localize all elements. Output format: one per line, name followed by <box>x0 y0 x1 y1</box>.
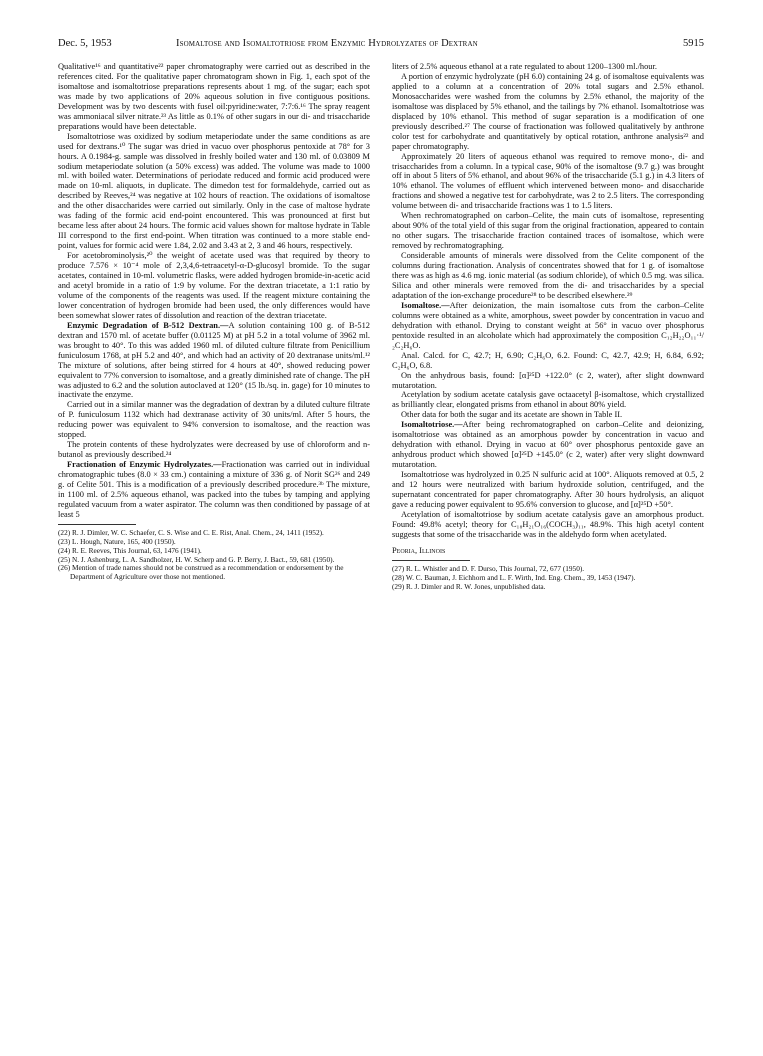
left-column <box>58 62 370 582</box>
paragraph-isomaltose: Isomaltose.—After deionization, the main isomaltose cuts from the carbon–Celite columns were obtained as a white, amorphous, sweet powder by concentration in vacuo and dehydration with ethanol. Drying to constant weight at 56° in vacuo over phosphorus pentoxide resulted in an alcoholate which had approximately the composition C₁₂H₂₂O₁₁·¹/₂C₂H₆O. <box>392 300 704 350</box>
footnote: (25) N. J. Ashenburg, L. A. Sandholzer, H. W. Scherp and G. P. Berry, J. Bact., 59, 681 (1950). <box>58 554 335 564</box>
paragraph: When rechromatographed on carbon–Celite, the main cuts of isomaltose, representing about 90% of the total yield of this sugar from the original fractionation, appeared to contain no other sugars. The trisaccharide fraction contained traces of isomaltose, which were removed by rechromatographing. <box>392 211 704 251</box>
footnote: (28) W. C. Bauman, J. Eichhorn and L. F. Wirth, Ind. Eng. Chem., 39, 1453 (1947). <box>392 572 636 582</box>
footnote: (23) L. Hough, Nature, 165, 400 (1950). <box>58 536 176 546</box>
footnote: (26) Mention of trade names should not be construed as a recommendation or endorsement by the Department of Agriculture over those not mentioned. <box>58 563 344 582</box>
section-run-in-heading: Fractionation of Enzymic Hydrolyzates.— <box>67 460 222 470</box>
paragraph: A portion of enzymic hydrolyzate (pH 6.0) containing 24 g. of isomaltose equivalents was applied to a column at a concentration of 20% total sugars and 2.5% ethanol. Monosaccharides were washed from the columns by 2.5% ethanol, the majority of the isomaltose was displaced by 5% ethanol, and the tailings by 7% ethanol. Isomaltotriose was displaced by 10% ethanol. This method of sugar separation is a modification of one previously described.²⁷ The course of fractionation was followed qualitatively by anthrone color test for carbohydrate and quantitatively by optical rotation, anthrone analysis²² and paper chromatography. <box>392 71 704 151</box>
paragraph-fractionation: Fractionation of Enzymic Hydrolyzates.—Fractionation was carried out in individual chromatographic tubes (8.0 × 33 cm.) containing a mixture of 336 g. of Norit SG²⁶ and 249 g. of Celite 501. This is a modification of a previously described procedure.³ᵇ The mixture, in 1100 ml. of 2.5% aqueous ethanol, was packed into the tubes by tamping and applying regulated vacuum from a water aspirator. The column was then conditioned by passage of at least 5 <box>58 460 370 519</box>
footnote: (29) R. J. Dimler and R. W. Jones, unpublished data. <box>392 581 546 591</box>
paragraph-anal: Anal. Calcd. for C, 42.7; H, 6.90; C₂H₆O, 6.2. Found: C, 42.7, 42.9; H, 6.84, 6.92; C₂H₆O, 6.8. <box>392 350 704 370</box>
paragraph: Approximately 20 liters of aqueous ethanol was required to remove mono-, di- and trisaccharides from a column. In a typical case, 90% of the isomaltose (9.7 g.) was brought off in about 5 liters of 5% ethanol, and about 96% of the trisaccharide (5.1 g.) in 4.3 liters of 10% ethanol. The volumes of effluent which intervened between mono- and disaccharide fractions and showed a negative test for carbohydrate, was 2 to 2.5 liters. The corresponding volume between di- and trisaccharide fractions was 1 to 1.5 liters. <box>392 151 704 211</box>
paragraph: Qualitative¹⁶ and quantitative²² paper chromatography were carried out as described in the references cited. For the qualitative paper chromatogram shown in Fig. 1, each spot of the isomaltose and isomaltotriose preparations represents about 1 mg. of the sugar; each spot was made by two applications of 20% aqueous solution in five contiguous positions. Development was by two descents with fusel oil:pyridine:water, 7:7:6.¹⁶ The spray reagent was ammoniacal silver nitrate.²³ As little as 0.1% of other sugars in our di- and trisaccharide preparations would have been detectable. <box>58 62 370 131</box>
paragraph: The protein contents of these hydrolyzates were decreased by use of chloroform and n-butanol as previously described.²⁴ <box>58 440 370 460</box>
paragraph-isomaltotriose: Isomaltotriose.—After being rechromatographed on carbon–Celite and deionizing, isomaltotriose was obtained as an amorphous powder by concentration in vacuo and dehydration with ethanol. Drying in vacuo at 60° over phosphorus pentoxide gave an anhydrous product which showed [α]²⁵D +145.0° (c 2, water) after very slight downward mutarotation. <box>392 420 704 470</box>
footnote: (27) R. L. Whistler and D. F. Durso, This Journal, 72, 677 (1950). <box>392 563 585 573</box>
paragraph-enzymic-degradation: Enzymic Degradation of B-512 Dextran.—A solution containing 100 g. of B-512 dextran and 1570 ml. of acetate buffer (0.01125 M) at pH 5.2 in a total volume of 3962 ml. was brought to 40°. To this was added 1960 ml. of diluted culture filtrate from Penicillium funiculosum 1768, at pH 5.2 and 40°, and which had an activity of 20 dextranase units/ml.¹² The mixture of solutions, after being stirred for 4 hours at 40°, showed reducing power equivalent to 77% conversion to isomaltose, and a greatly diminished rate of change. The pH was adjusted to 6.2 and the solution autoclaved at 120° (15 lb./sq. in. gage) for 10 minutes to inactivate the enzyme. <box>58 320 370 400</box>
footnote: (24) R. E. Reeves, This Journal, 63, 1476 (1941). <box>58 545 202 555</box>
paragraph: liters of 2.5% aqueous ethanol at a rate regulated to about 1200–1300 ml./hour. <box>392 62 657 71</box>
section-run-in-heading: Enzymic Degradation of B-512 Dextran.— <box>67 320 229 330</box>
footnotes-right <box>392 565 704 592</box>
footnote: (22) R. J. Dimler, W. C. Schaefer, C. S. Wise and C. E. Rist, Anal. Chem., 24, 1411 (1952). <box>58 527 324 537</box>
section-run-in-heading: Isomaltotriose.— <box>401 420 463 430</box>
running-header <box>58 38 704 52</box>
footnote-divider <box>392 560 470 561</box>
paragraph: For acetobrominolysis,²⁰ the weight of acetate used was that required by theory to produce 7.576 × 10⁻⁴ mole of 2,3,4,6-tetraacetyl-α-D-glucosyl bromide. To the sugar acetates, contained in 10-ml. volumetric flasks, were added hydrogen bromide-in-acetic acid and acetyl bromide in a ratio of 1:9 by volume. For the dextran triacetate, a 1:1 ratio by volume of the components of the reagents was used. If the reagent mixture containing the lower concentration of hydrogen bromide had been used, the only differences would have been somewhat slower rates of dissolution and reaction of the dextran triacetate. <box>58 251 370 320</box>
paragraph: Considerable amounts of minerals were dissolved from the Celite component of the columns during fractionation. Analysis of concentrates showed that for 1 g. of isomaltose there was as high as 4.6 mg. ionic material (as sodium chloride), of which 0.5 mg. was silica. Silica and other minerals were removed from the di- and trisaccharides by a special adaptation of the ion-exchange procedure²⁸ to be described elsewhere.²⁹ <box>392 251 704 300</box>
affiliation-place: Peoria, Illinois <box>392 545 446 555</box>
paragraph: Carried out in a similar manner was the degradation of dextran by a diluted culture filtrate of P. funiculosum 1132 which had dextranase activity of 30 units/ml. After 5 hours, the reducing power was equivalent to 94% conversion to isomaltose, and the reaction was stopped. <box>58 400 370 440</box>
paragraph: Isomaltotriose was hydrolyzed in 0.25 N sulfuric acid at 100°. Aliquots removed at 0.5, 2 and 12 hours were neutralized with barium hydroxide solution, centrifuged, and the supernatant concentrated for paper chromatography. After 30 hours hydrolysis, an aliquot gave a reducing power equivalent to 95.6% conversion to glucose, and [α]²⁵D +50°. <box>392 470 704 509</box>
footnote-divider <box>58 524 136 525</box>
header-title: Isomaltose and Isomaltotriose from Enzymic Hydrolyzates of Dextran <box>176 38 478 49</box>
header-date: Dec. 5, 1953 <box>58 38 112 49</box>
paragraph: On the anhydrous basis, found: [α]²⁵D +122.0° (c 2, water), after slight downward mutarotation. <box>392 370 704 390</box>
paragraph: Isomaltotriose was oxidized by sodium metaperiodate under the same conditions as are used for dextrans.¹⁰ The sugar was dried in vacuo over phosphorus pentoxide at 78° for 3 hours. A 0.1984-g. sample was dissolved in freshly boiled water and 130 ml. of 0.03809 M sodium metaperiodate solution (a 50% excess) was added. The volume was made to 1000 ml. with boiled water. Determinations of periodate reduced and formic acid produced were made on 10-ml. aliquots, in duplicate. The dimedon test for formaldehyde, carried out as described by Reeves,²⁴ was negative at 102 hours of reaction. The oxidations of isomaltose and the other disaccharides were carried out similarly. Only in the case of maltose hydrate was fading of the formic acid end-point encountered. This was pronounced at first but became less after about 24 hours. The formic acid values shown for maltose hydrate in Table III correspond to the first end-point. When titration was continued to a more stable end-point, values for formic acid were 1.84, 2.02 and 3.43 at 2, 3 and 46 hours, respectively. <box>58 131 370 251</box>
right-column <box>392 62 704 591</box>
section-run-in-heading: Isomaltose.— <box>401 300 450 310</box>
paragraph: Acetylation of isomaltotriose by sodium acetate catalysis gave an amorphous product. Found: 49.8% acetyl; theory for C₁₈H₂₁O₁₆(COCH₃)₁₁, 48.9%. This high acetyl content suggests that some of the trisaccharide was in the aldehydo form when acetylated. <box>392 509 704 539</box>
paragraph: Acetylation by sodium acetate catalysis gave octaacetyl β-isomaltose, which crystallized as brilliantly clear, elongated prisms from ethanol in about 80% yield. <box>392 390 704 410</box>
page-number: 5915 <box>683 38 704 49</box>
paragraph: Other data for both the sugar and its acetate are shown in Table II. <box>401 410 623 420</box>
footnotes-left <box>58 529 370 582</box>
